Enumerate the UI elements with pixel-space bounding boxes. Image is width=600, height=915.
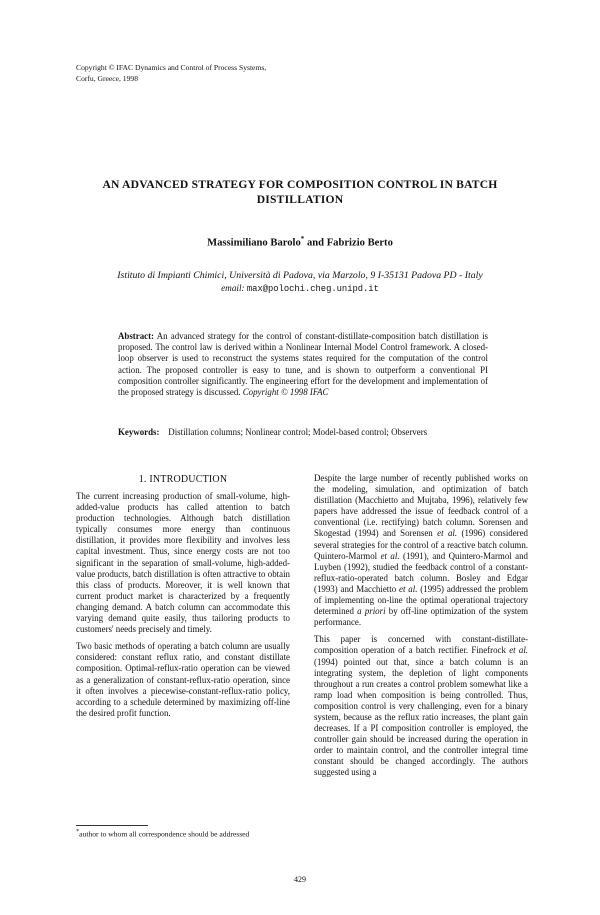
page-number: 429 bbox=[294, 875, 306, 884]
abstract-copyright: Copyright © 1998 IFAC bbox=[242, 387, 329, 398]
keywords bbox=[118, 427, 518, 437]
author-line bbox=[60, 235, 540, 249]
left-paragraph-1: The current increasing production of small-volume, high-added-value products has called attention to batch production technologies. Although batch distillation typically consumes more energy than continuous distillation, it provides more flexibility and involves less capital investment. Thus, since energy costs are not too significant in the separation of small-volume, high-added-value products, batch distillation is often attractive to obtain this class of products. Moreover, it is well known that current product market is characterized by a frequently changing demand. A batch column can accommodate this varying demand quite easily, thus tailoring products to customers' needs precisely and timely. bbox=[76, 491, 290, 635]
copyright-line-1: Copyright © IFAC Dynamics and Control of Process Systems, bbox=[76, 63, 267, 72]
title-line-1: AN ADVANCED STRATEGY FOR COMPOSITION CONTROL IN BATCH bbox=[102, 178, 498, 191]
left-paragraph-2: Two basic methods of operating a batch column are usually considered: constant reflux ratio, and constant distillate composition. Optimal-reflux-ratio operation can be viewed as a generalization of constant-reflux-ratio operation, since it often involves a piecewise-constant-reflux-ratio policy, according to a schedule determined by maximizing off-line the desired profit function. bbox=[76, 641, 290, 718]
footnote-rule bbox=[76, 825, 148, 826]
text-run: (1994) pointed out that, since a batch column is an integrating system, the depletion of light components throughout a run creates a control problem somewhat like a ramp load when composition is being controlled. Thus, composition control is very challenging, even for a binary system, because as the reflux ratio increases, the plant gain decreases. If a PI composition controller is employed, the controller gain should be increased during the operation in order to maintain control, and the controller integral time constant should be changed accordingly. The authors suggested using a bbox=[314, 656, 528, 778]
right-paragraph-2 bbox=[314, 634, 528, 778]
italic-run: et al. bbox=[509, 645, 529, 656]
left-column bbox=[76, 491, 290, 725]
italic-run: et al. bbox=[380, 550, 400, 561]
italic-run: et al. bbox=[399, 583, 418, 594]
copyright-line-2: Corfu, Greece, 1998 bbox=[76, 73, 138, 83]
affiliation: Istituto di Impianti Chimici, Università di Padova, via Marzolo, 9 I-35131 Padova PD - Italy bbox=[117, 270, 483, 281]
abstract bbox=[118, 331, 488, 398]
author-1: Massimiliano Barolo bbox=[207, 237, 301, 249]
footnote-text: author to whom all correspondence should be addressed bbox=[79, 829, 250, 839]
text-run: by off-line optimization of the system performance. bbox=[314, 606, 529, 628]
text-run: (1991), and Quintero-Marmol and Luyben (1992), studied the feedback control of a constant-reflux-ratio-operated batch column. Bosley and Edgar (1993) and Macchietto bbox=[314, 550, 528, 594]
author-connector: and bbox=[304, 237, 327, 249]
copyright-notice bbox=[76, 63, 336, 84]
email-address: max@polochi.cheg.unipd.it bbox=[246, 284, 379, 294]
text-run: (1996) considered several strategies for the control of a reactive batch column. Quintero-Marmol bbox=[314, 528, 528, 561]
email-line bbox=[40, 283, 560, 294]
italic-run: a priori bbox=[357, 606, 386, 617]
italic-run: et al. bbox=[437, 528, 458, 539]
right-column bbox=[314, 473, 528, 785]
footnote bbox=[76, 828, 296, 839]
email-label: email: bbox=[221, 283, 245, 293]
keywords-label: Keywords: bbox=[118, 427, 160, 437]
abstract-label: Abstract: bbox=[118, 331, 154, 341]
section-heading: 1. INTRODUCTION bbox=[138, 474, 228, 485]
text-run: This paper is concerned with constant-distillate-composition operation of a batch rectifier. Finefrock bbox=[314, 634, 528, 656]
footnote-mark: * bbox=[76, 828, 80, 835]
paper-title bbox=[60, 177, 540, 207]
text-run: (1995) addressed the problem of implementing on-line the optimal operational trajectory determined bbox=[314, 583, 528, 617]
right-paragraph-1 bbox=[314, 473, 528, 628]
abstract-text: An advanced strategy for the control of constant-distillate-composition batch distillation is proposed. The control law is derived within a Nonlinear Internal Model Control framework. A closed-loop observer is used to reconstruct the systems states required for the computation of the control action. The proposed controller is easy to tune, and is shown to outperform a conventional PI composition controller significantly. The engineering effort for the development and implementation of the proposed strategy is discussed. bbox=[118, 331, 488, 398]
keywords-text: Distillation columns; Nonlinear control; Model-based control; Observers bbox=[168, 427, 428, 437]
text-run: Despite the large number of recently published works on the modeling, simulation, and optimization of batch distillation (Macchietto and Mujtaba, 1996), relatively few papers have addressed the issue of feedback control of a conventional (i.e. rectifying) batch column. Sorensen and Skogestad (1994) and Sorensen bbox=[314, 473, 528, 539]
author-2: Fabrizio Berto bbox=[326, 237, 393, 249]
author-star: * bbox=[300, 235, 305, 243]
title-line-2: DISTILLATION bbox=[256, 193, 344, 206]
